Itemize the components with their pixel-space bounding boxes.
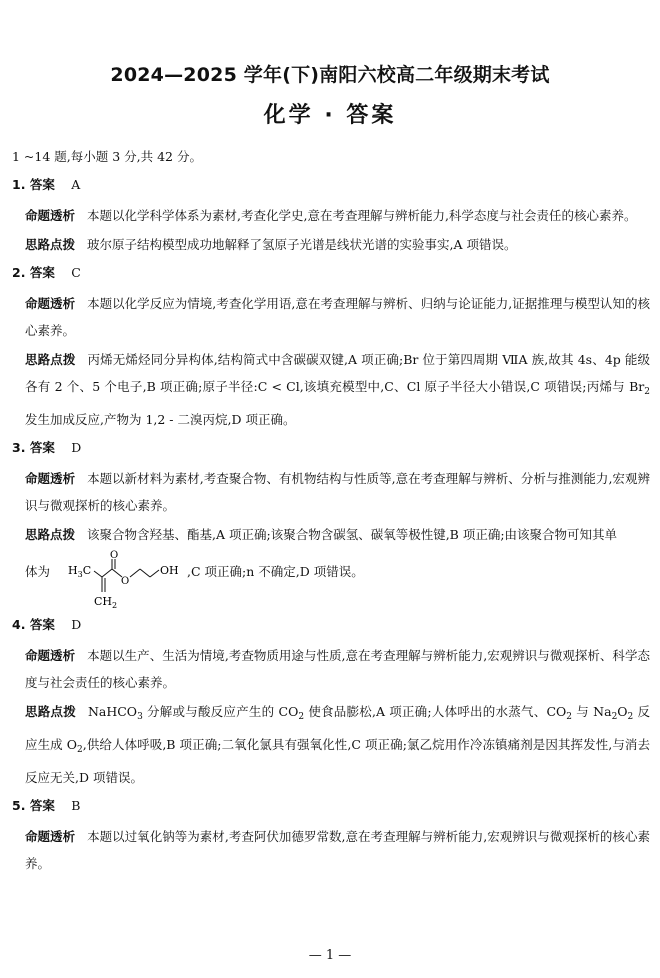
question-5-answer-line <box>12 797 650 815</box>
question-3-analysis <box>12 465 650 519</box>
hint-part: 使食品膨松,A 项正确;人体呼出的水蒸气、CO <box>304 704 567 719</box>
analysis-tag: 命题透析 <box>25 208 76 223</box>
hint-text-part-1: 丙烯无烯烃同分异构体,结构简式中含碳碳双键,A 项正确;Br 位于第四周期 ⅦA 族,故其 4s、4p 能级各有 2 个、5 个电子,B 项正确;原子半径:C < Cl,该填充模型中,C、Cl 原子半径大小错误,C 项错误;丙烯与 Br <box>25 352 650 394</box>
question-4-answer-line <box>12 616 650 634</box>
answer-label: 答案 <box>29 440 55 455</box>
analysis-tag: 命题透析 <box>25 471 76 486</box>
structure-suffix: ,C 项正确;n 不确定,D 项错误。 <box>187 564 364 579</box>
scoring-intro: 1 ~14 题,每小题 3 分,共 42 分。 <box>12 149 202 164</box>
analysis-text: 本题以生产、生活为情境,考查物质用途与性质,意在考查理解与辨析能力,宏观辨识与微观探析、科学态度与社会责任的核心素养。 <box>25 648 650 690</box>
chain-bond <box>130 569 140 577</box>
analysis-text: 本题以化学反应为情境,考查化学用语,意在考查理解与辨析、归纳与论证能力,证据推理与模型认知的核心素养。 <box>25 296 650 338</box>
hint-part: 与 Na <box>572 704 612 719</box>
answer-value: B <box>71 798 81 813</box>
answer-value: D <box>71 440 82 455</box>
hint-tag: 思路点拨 <box>25 704 76 719</box>
bond-line <box>94 571 102 577</box>
answer-value: D <box>71 617 82 632</box>
question-1-analysis <box>12 202 650 229</box>
question-number: 1. <box>12 177 26 192</box>
question-number: 2. <box>12 265 26 280</box>
answer-value: C <box>71 265 81 280</box>
hydroxyl-label: OH <box>160 564 179 577</box>
question-1-answer-line <box>12 176 650 194</box>
hint-part: 反应生成 O <box>25 704 650 752</box>
hint-part: 分解或与酸反应产生的 CO <box>142 704 299 719</box>
question-number: 5. <box>12 798 26 813</box>
hint-subscript: 2 <box>627 712 634 722</box>
answer-label: 答案 <box>29 617 55 632</box>
hint-part: ,供给人体呼吸,B 项正确;二氧化氯具有强氧化性,C 项正确;氯乙烷用作冷冻镇痛剂是因其挥发性,与消去反应无关,D 项错误。 <box>25 737 650 785</box>
hint-subscript: 2 <box>611 712 618 722</box>
methyl-group-label <box>68 564 91 579</box>
methyl-c: C <box>82 564 92 577</box>
hint-text: 该聚合物含羟基、酯基,A 项正确;该聚合物含碳氢、碳氧等极性键,B 项正确;由该聚合物可知其单 <box>87 527 618 542</box>
question-1-hint <box>12 231 650 258</box>
question-4 <box>12 616 650 791</box>
hint-text-part-2: 发生加成反应,产物为 1,2 - 二溴丙烷,D 项正确。 <box>25 412 296 427</box>
hint-part: O <box>617 704 628 719</box>
question-number: 4. <box>12 617 26 632</box>
bond-line <box>102 569 112 577</box>
analysis-tag: 命题透析 <box>25 296 76 311</box>
methyl-subscript: 3 <box>77 570 83 579</box>
hint-subscript: 2 <box>644 387 650 397</box>
carbonyl-oxygen: O <box>110 550 119 561</box>
hint-tag: 思路点拨 <box>25 352 76 367</box>
hint-subscript: 3 <box>137 712 143 722</box>
answer-label: 答案 <box>29 265 55 280</box>
hint-tag: 思路点拨 <box>25 527 76 542</box>
page-number: — 1 — <box>308 948 352 963</box>
monomer-structure-row <box>12 550 650 610</box>
question-2-answer-line <box>12 264 650 282</box>
monomer-structure-diagram <box>68 550 186 610</box>
hint-subscript: 2 <box>77 745 83 755</box>
question-2-analysis <box>12 290 650 344</box>
methyl-h: H <box>68 564 78 577</box>
question-1 <box>12 176 650 258</box>
ester-oxygen: O <box>121 576 130 587</box>
structure-prefix: 体为 <box>25 564 51 579</box>
hint-part: NaHCO <box>87 704 138 719</box>
exam-subtitle: 化学 · 答案 <box>263 103 397 128</box>
hint-subscript: 2 <box>298 712 305 722</box>
question-2-hint <box>12 346 650 433</box>
question-3-answer-line <box>12 439 650 457</box>
exam-title: 2024—2025 学年(下)南阳六校高二年级期末考试 <box>110 64 550 86</box>
answer-value: A <box>71 177 81 192</box>
question-5 <box>12 797 650 877</box>
analysis-text: 本题以新材料为素材,考查聚合物、有机物结构与性质等,意在考查理解与辨析、分析与推测能力,宏观辨识与微观探析的核心素养。 <box>25 471 650 513</box>
question-5-analysis <box>12 823 650 877</box>
question-4-hint <box>12 698 650 791</box>
answer-label: 答案 <box>29 798 55 813</box>
hint-text: 玻尔原子结构模型成功地解释了氢原子光谱是线状光谱的实验事实,A 项错误。 <box>87 237 517 252</box>
methylene-subscript: 2 <box>112 601 118 610</box>
hint-subscript: 2 <box>566 712 573 722</box>
methylene-ch: CH <box>94 595 113 608</box>
chain-bond <box>150 570 159 577</box>
question-3-hint <box>12 521 650 548</box>
answer-content <box>12 148 650 883</box>
answer-label: 答案 <box>29 177 55 192</box>
question-4-analysis <box>12 642 650 696</box>
analysis-text: 本题以过氧化钠等为素材,考查阿伏加德罗常数,意在考查理解与辨析能力,宏观辨识与微观探析的核心素养。 <box>25 829 650 871</box>
analysis-tag: 命题透析 <box>25 648 76 663</box>
analysis-tag: 命题透析 <box>25 829 76 844</box>
methylene-label <box>94 595 117 610</box>
question-2 <box>12 264 650 433</box>
question-3 <box>12 439 650 610</box>
analysis-text: 本题以化学科学体系为素材,考查化学史,意在考查理解与辨析能力,科学态度与社会责任的核心素养。 <box>87 208 637 223</box>
chain-bond <box>140 569 150 577</box>
question-number: 3. <box>12 440 26 455</box>
hint-tag: 思路点拨 <box>25 237 76 252</box>
